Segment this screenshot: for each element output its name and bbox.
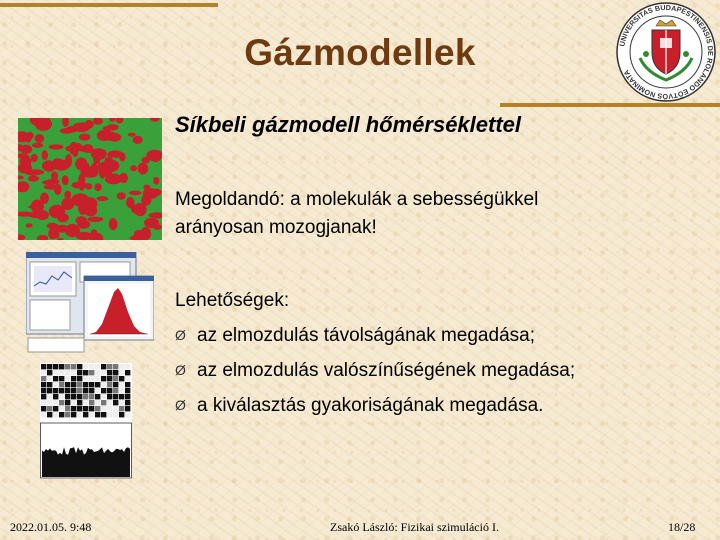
arrow-bullet-icon: Ø [175,397,186,413]
option-text: az elmozdulás távolságának megadása; [197,325,535,346]
option-text: az elmozdulás valószínűségének megadása; [197,360,576,381]
gas-cluster-image [18,118,162,240]
university-seal-icon [612,0,720,104]
task-line-1: Megoldandó: a molekulák a sebességükkel [175,189,539,210]
top-left-rule [0,3,218,7]
option-item [175,353,575,388]
task-line-2: arányosan mozogjanak! [175,217,377,238]
svg-text:UNIVERSITAS BUDAPESTINENSIS DE: UNIVERSITAS BUDAPESTINENSIS DE ROLANDO EÖTVÖS NOMINATA [617,2,716,102]
option-item [175,318,575,353]
arrow-bullet-icon: Ø [175,327,186,343]
option-text: a kiválasztás gyakoriságának megadása. [197,395,544,416]
arrow-bullet-icon: Ø [175,362,186,378]
footer-date: 2022.01.05. 9:48 [10,520,92,534]
lattice-profile-image [40,363,132,479]
option-item [175,388,575,423]
page-title: Gázmodellek [244,32,476,73]
simulation-screenshot-image [26,252,154,355]
options-heading: Lehetőségek: [175,290,290,311]
options-list [175,283,575,423]
footer-page-number: 18/28 [668,520,696,534]
footer-author: Zsakó László: Fizikai szimuláció I. [330,520,499,534]
task-paragraph [175,186,695,242]
section-subtitle: Síkbeli gázmodell hőmérséklettel [175,112,522,137]
